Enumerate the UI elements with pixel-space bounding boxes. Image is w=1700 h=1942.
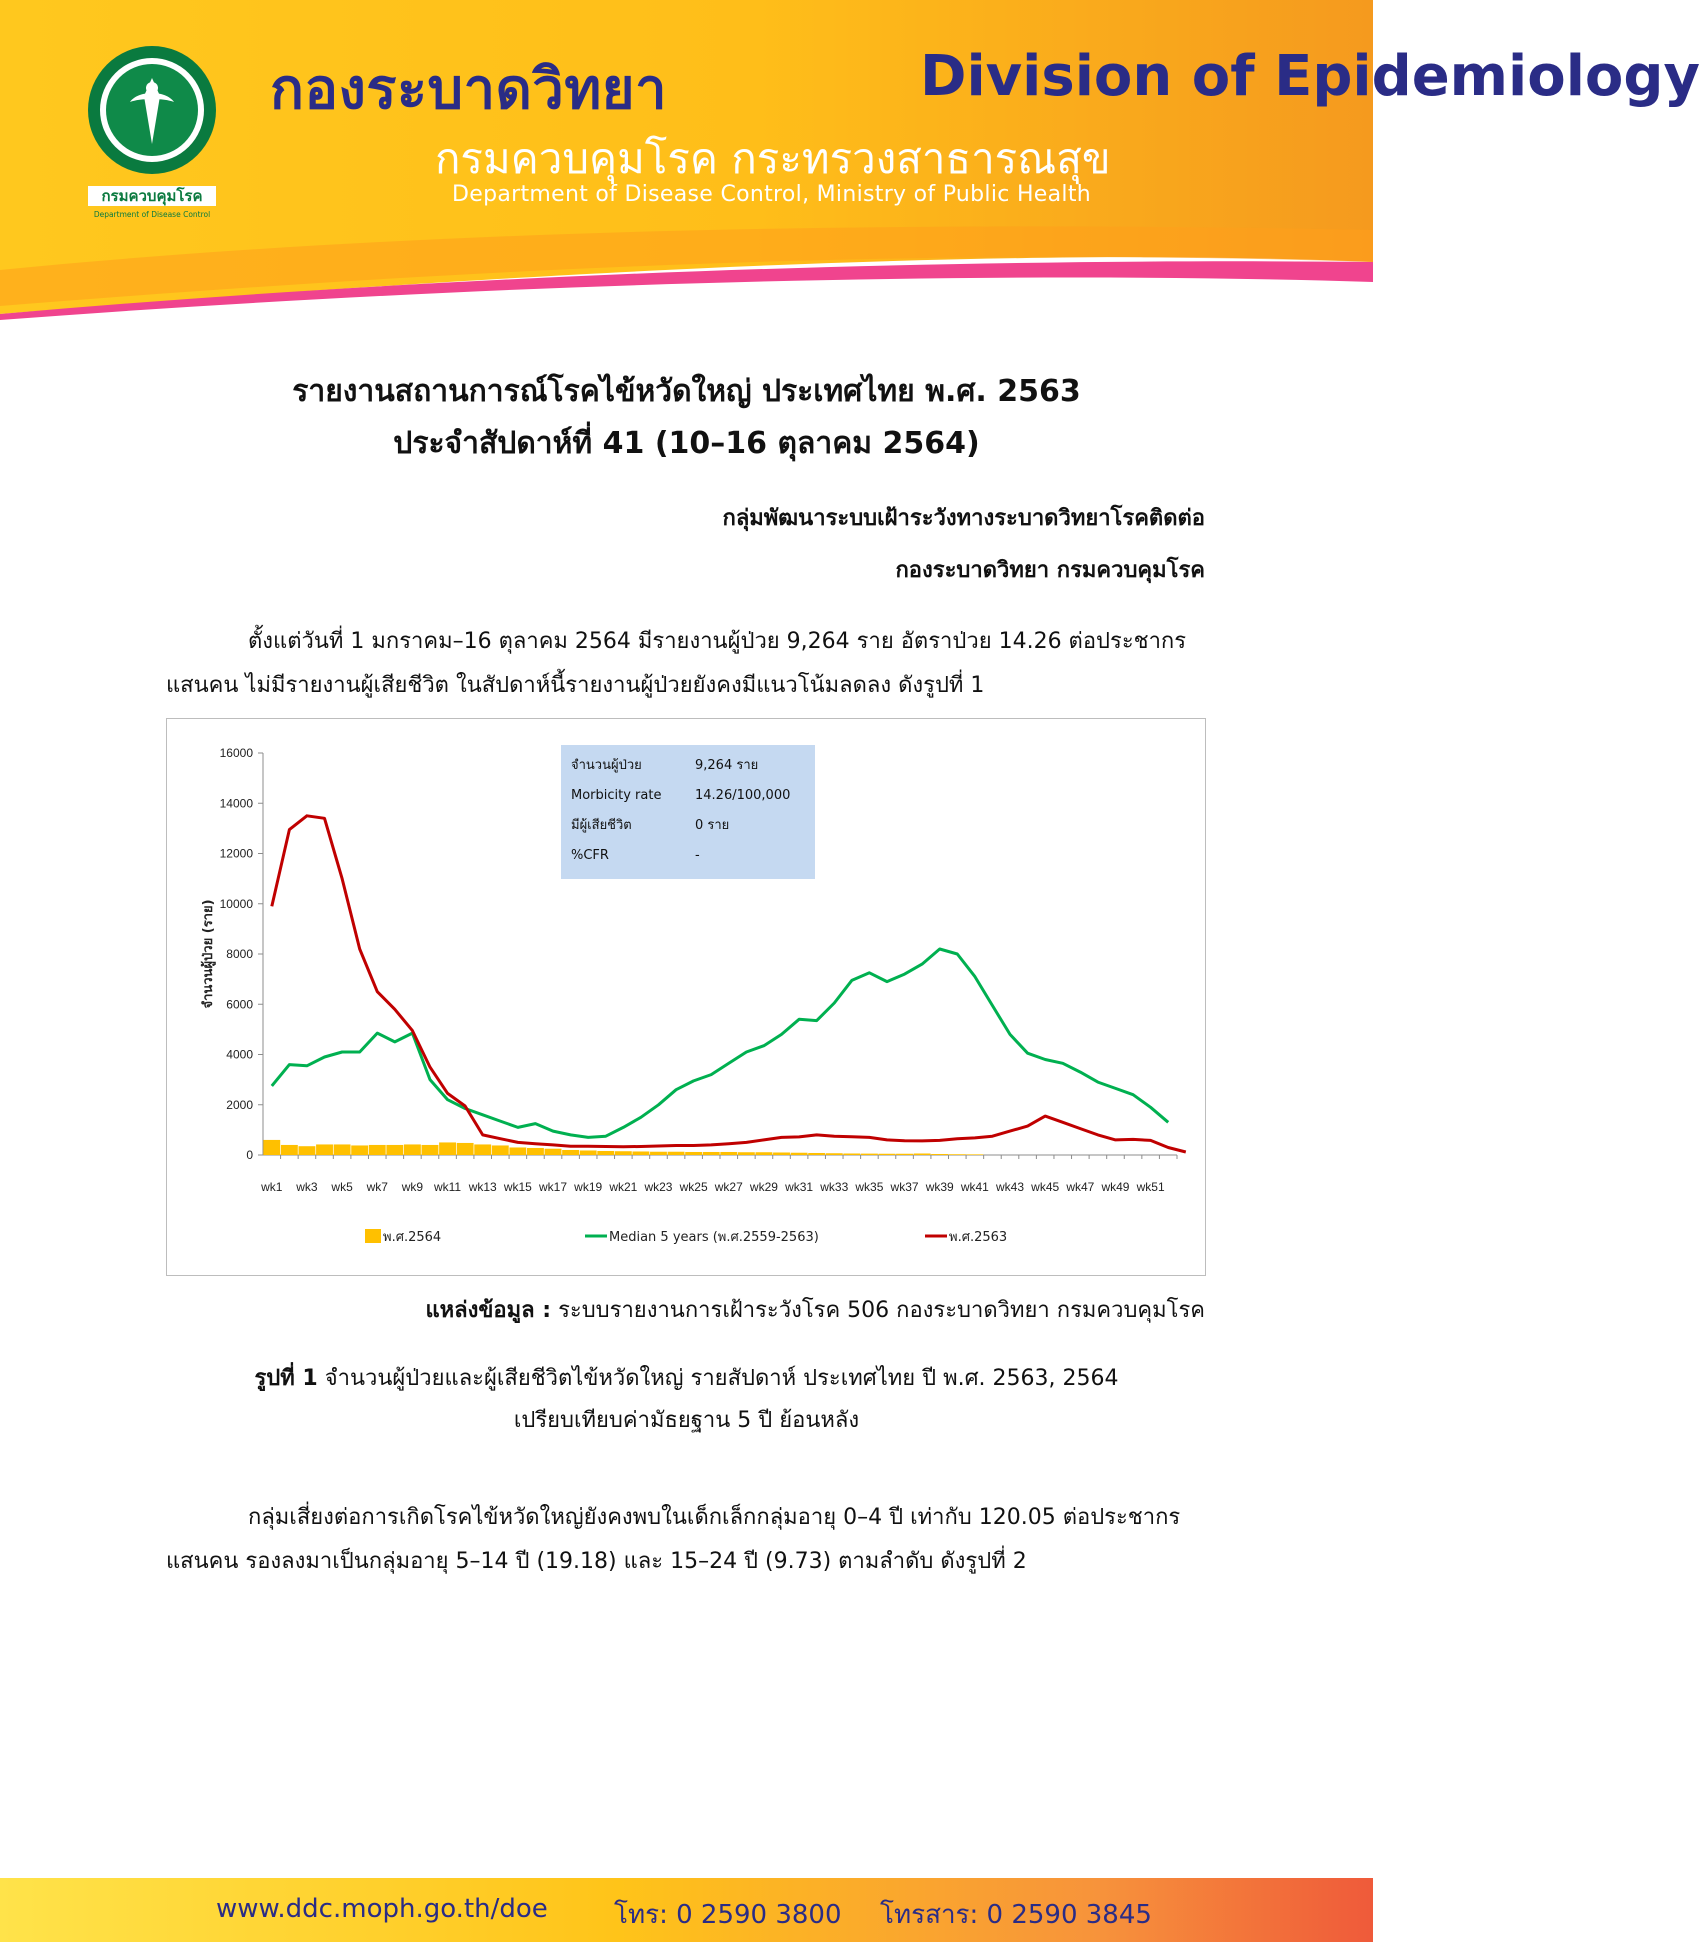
figure-label: รูปที่ 1: [254, 1366, 318, 1391]
x-tick-label: wk9: [401, 1180, 424, 1194]
bar-2564-week: [861, 1154, 878, 1155]
bar-2564-week: [422, 1145, 439, 1155]
x-tick-label: wk13: [468, 1180, 497, 1194]
page-footer: [0, 1878, 1373, 1942]
x-tick-label: wk23: [644, 1180, 673, 1194]
bar-2564-week: [263, 1140, 280, 1155]
info-row-morbidity: [567, 781, 809, 811]
risk-line-2: แสนคน รองลงมาเป็นกลุ่มอายุ 5–14 ปี (19.18) และ 15–24 ปี (9.73) ตามลำดับ ดังรูปที่ 2: [166, 1549, 1027, 1574]
bar-2564-week: [404, 1144, 421, 1155]
report-subtitle: ประจำสัปดาห์ที่ 41 (10–16 ตุลาคม 2564): [393, 426, 980, 461]
bar-2564-week: [650, 1152, 667, 1155]
author-group: กลุ่มพัฒนาระบบเฝ้าระวังทางระบาดวิทยาโรคติดต่อ: [722, 506, 1205, 531]
median-5-years-line: [272, 949, 1168, 1137]
x-tick-label: wk41: [960, 1180, 989, 1194]
page-header: [0, 0, 1700, 320]
footer-website: www.ddc.moph.go.th/doe: [216, 1894, 548, 1924]
x-tick-label: wk45: [1031, 1180, 1060, 1194]
x-tick-label: wk39: [925, 1180, 954, 1194]
x-tick-label: wk21: [609, 1180, 638, 1194]
bar-2564-week: [720, 1152, 737, 1155]
bar-2564-week: [826, 1153, 843, 1155]
bar-2564-week: [756, 1152, 773, 1155]
x-tick-label: wk31: [785, 1180, 814, 1194]
org-english-name: Division of Epidemiology: [920, 44, 1700, 109]
y-tick-label: 8000: [226, 947, 253, 961]
bar-2564-week: [545, 1149, 562, 1155]
report-title: รายงานสถานการณ์โรคไข้หวัดใหญ่ ประเทศไทย พ.ศ. 2563: [292, 374, 1081, 409]
y-tick-label: 6000: [226, 997, 253, 1012]
bar-2564-week: [334, 1144, 351, 1155]
figure-caption: [0, 1360, 1373, 1395]
info-label: %CFR: [571, 848, 609, 863]
x-tick-label: wk33: [820, 1180, 849, 1194]
bar-2564-week: [580, 1150, 597, 1155]
logo-name-th: กรมควบคุมโรค: [101, 187, 203, 205]
chart-info-box: [561, 745, 815, 879]
bar-2564-week: [597, 1151, 614, 1155]
summary-paragraph: [166, 620, 1206, 708]
x-tick-label: wk47: [1066, 1180, 1095, 1194]
logo-name-en: Department of Disease Control: [93, 210, 211, 219]
x-tick-label: wk19: [574, 1180, 603, 1194]
info-row-cfr: [567, 841, 809, 871]
x-tick-label: wk27: [714, 1180, 743, 1194]
bar-2564-week: [668, 1152, 685, 1155]
legend-entry: Median 5 years (พ.ศ.2559-2563): [609, 1230, 819, 1245]
bar-2564-week: [474, 1144, 491, 1155]
bar-2564-week: [843, 1153, 860, 1155]
footer-fax: โทรสาร: 0 2590 3845: [880, 1900, 1152, 1930]
legend-swatch-2564: [365, 1229, 381, 1243]
risk-group-paragraph: [166, 1496, 1206, 1584]
bar-2564-week: [299, 1146, 316, 1155]
y-tick-label: 10000: [219, 896, 253, 911]
info-value: 9,264 ราย: [695, 758, 759, 773]
bar-2564-week: [808, 1153, 825, 1155]
influenza-weekly-chart: [166, 718, 1206, 1276]
x-tick-label: wk49: [1101, 1180, 1130, 1194]
x-tick-label: wk17: [539, 1180, 568, 1194]
bar-2564-week: [615, 1151, 632, 1155]
bar-2564-week: [316, 1144, 333, 1155]
org-thai-name: กองระบาดวิทยา: [270, 57, 668, 122]
x-tick-label: wk37: [890, 1180, 919, 1194]
figure-caption-text: จำนวนผู้ป่วยและผู้เสียชีวิตไข้หวัดใหญ่ รายสัปดาห์ ประเทศไทย ปี พ.ศ. 2563, 2564: [324, 1366, 1119, 1391]
bar-2564-week: [439, 1142, 456, 1155]
y-tick-label: 4000: [226, 1047, 253, 1062]
bar-2564-week: [966, 1154, 983, 1155]
data-source-label: แหล่งข้อมูล :: [425, 1298, 552, 1323]
info-row-cases: [567, 751, 809, 781]
x-tick-label: wk29: [749, 1180, 778, 1194]
bar-2564-week: [949, 1154, 966, 1155]
x-tick-label: wk7: [366, 1180, 388, 1194]
department-thai-name: กรมควบคุมโรค กระทรวงสาธารณสุข: [435, 134, 1111, 183]
bar-2564-week: [562, 1150, 579, 1155]
y-tick-label: 16000: [219, 746, 253, 760]
bar-2564-week: [509, 1147, 526, 1155]
bar-2564-week: [386, 1145, 403, 1155]
legend-entry: พ.ศ.2563: [949, 1230, 1008, 1245]
bar-2564-week: [703, 1152, 720, 1155]
figure-caption-line-2: เปรียบเทียบค่ามัธยฐาน 5 ปี ย้อนหลัง: [513, 1408, 860, 1433]
y-tick-label: 0: [246, 1148, 253, 1162]
x-tick-label: wk43: [996, 1180, 1025, 1194]
risk-line-1: กลุ่มเสี่ยงต่อการเกิดโรคไข้หวัดใหญ่ยังคงพบในเด็กเล็กกลุ่มอายุ 0–4 ปี เท่ากับ 120.05 ต่อประชากร: [248, 1505, 1181, 1530]
ministry-seal-logo: [78, 44, 228, 224]
bar-2564-week: [914, 1153, 931, 1155]
department-english-name: Department of Disease Control, Ministry of Public Health: [452, 182, 1091, 207]
bar-2564-week: [879, 1154, 896, 1155]
bar-2564-week: [773, 1152, 790, 1155]
bar-2564-week: [738, 1152, 755, 1155]
info-label: จำนวนผู้ป่วย: [571, 758, 642, 773]
bar-2564-week: [931, 1154, 948, 1155]
x-tick-label: wk25: [679, 1180, 708, 1194]
y-axis-label: จำนวนผู้ป่วย (ราย): [201, 899, 216, 1009]
info-label: มีผู้เสียชีวิต: [571, 818, 632, 833]
author-division: กองระบาดวิทยา กรมควบคุมโรค: [895, 558, 1205, 583]
x-tick-label: wk35: [855, 1180, 884, 1194]
data-source-text: ระบบรายงานการเฝ้าระวังโรค 506 กองระบาดวิทยา กรมควบคุมโรค: [558, 1298, 1205, 1323]
bar-2564-week: [685, 1152, 702, 1155]
x-tick-label: wk3: [296, 1180, 318, 1194]
summary-line-2: แสนคน ไม่มีรายงานผู้เสียชีวิต ในสัปดาห์นี้รายงานผู้ป่วยยังคงมีแนวโน้มลดลง ดังรูปที่ 1: [166, 673, 985, 698]
x-tick-label: wk51: [1136, 1180, 1165, 1194]
bar-2564-week: [351, 1145, 368, 1155]
bar-2564-week: [369, 1145, 386, 1155]
bar-2564-week: [791, 1153, 808, 1155]
info-row-deaths: [567, 811, 809, 841]
footer-telephone: โทร: 0 2590 3800: [614, 1900, 842, 1930]
summary-line-1: ตั้งแต่วันที่ 1 มกราคม–16 ตุลาคม 2564 มีรายงานผู้ป่วย 9,264 ราย อัตราป่วย 14.26 ต่อประชากร: [248, 629, 1187, 654]
info-value: 0 ราย: [695, 818, 730, 833]
legend-entry: พ.ศ.2564: [383, 1230, 442, 1245]
y-tick-label: 14000: [219, 796, 253, 811]
info-label: Morbicity rate: [571, 788, 662, 803]
x-tick-label: wk5: [331, 1180, 353, 1194]
x-tick-label: wk11: [433, 1180, 462, 1194]
bar-2564-week: [281, 1145, 298, 1155]
x-tick-label: wk1: [261, 1180, 283, 1194]
bar-2564-week: [896, 1154, 913, 1155]
y-tick-label: 12000: [219, 846, 253, 861]
data-source: [425, 1292, 1205, 1327]
x-tick-label: wk15: [503, 1180, 532, 1194]
info-value: 14.26/100,000: [695, 788, 791, 803]
bar-2564-week: [492, 1145, 509, 1155]
y-tick-label: 2000: [226, 1097, 253, 1112]
bar-2564-week: [457, 1143, 474, 1155]
info-value: -: [695, 848, 700, 863]
bar-2564-week: [527, 1148, 544, 1155]
bar-2564-week: [632, 1151, 649, 1155]
